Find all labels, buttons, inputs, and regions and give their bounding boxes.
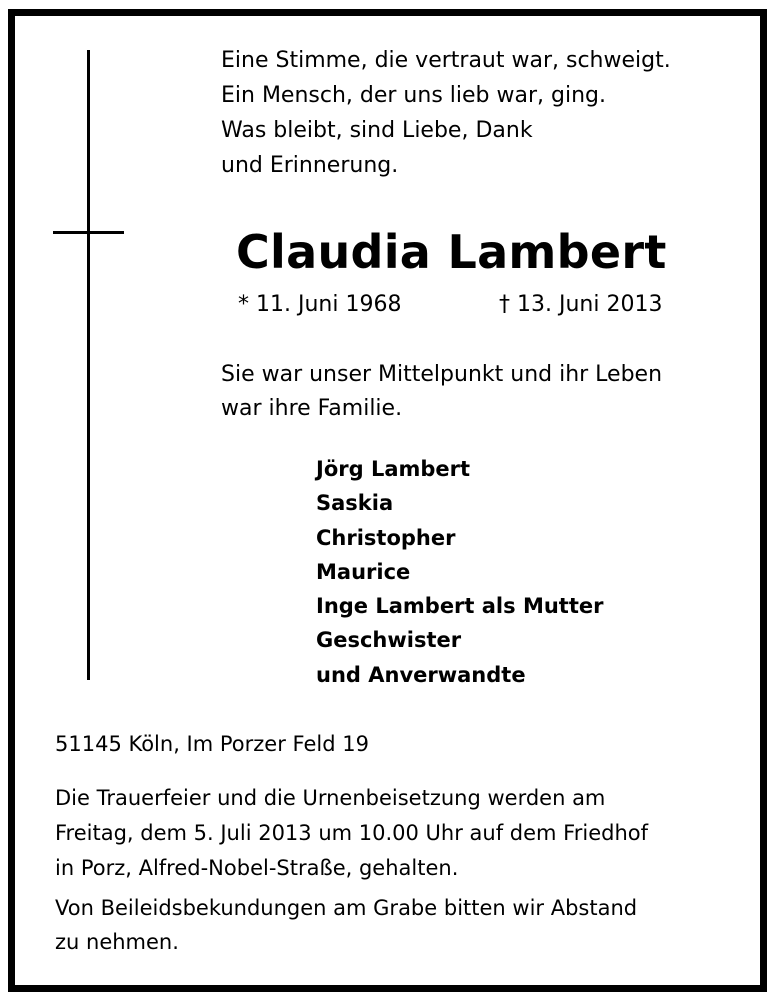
verse-line: Eine Stimme, die vertraut war, schweigt. <box>221 48 671 73</box>
tribute-line: war ihre Familie. <box>221 396 403 421</box>
funeral-line: Freitag, dem 5. Juli 2013 um 10.00 Uhr auf dem Friedhof <box>55 821 648 845</box>
mourner-name: Inge Lambert als Mutter <box>316 594 604 619</box>
mourner-name: Maurice <box>316 559 411 584</box>
memorial-verse <box>221 43 671 183</box>
mourners-list <box>316 452 603 692</box>
tribute-line: Sie war unser Mittelpunkt und ihr Leben <box>221 362 663 387</box>
mourner-name: und Anverwandte <box>316 662 526 687</box>
verse-line: Ein Mensch, der uns lieb war, ging. <box>221 83 606 108</box>
verse-line: Was bleibt, sind Liebe, Dank <box>221 118 533 143</box>
mourner-name: Christopher <box>316 525 456 550</box>
death-date: † 13. Juni 2013 <box>499 292 663 317</box>
funeral-line: Die Trauerfeier und die Urnenbeisetzung werden am <box>55 786 606 810</box>
cross-icon <box>87 50 90 680</box>
tribute-text <box>221 358 662 426</box>
family-address: 51145 Köln, Im Porzer Feld 19 <box>55 732 369 756</box>
cross-icon-bar <box>53 231 124 234</box>
mourner-name: Geschwister <box>316 628 462 653</box>
verse-line: und Erinnerung. <box>221 153 399 178</box>
condolence-request <box>55 891 637 959</box>
funeral-line: in Porz, Alfred-Nobel-Straße, gehalten. <box>55 856 459 880</box>
mourner-name: Saskia <box>316 491 394 516</box>
deceased-name: Claudia Lambert <box>236 225 667 279</box>
mourner-name: Jörg Lambert <box>316 457 471 481</box>
condolence-line: zu nehmen. <box>55 930 179 954</box>
funeral-notice <box>55 781 648 886</box>
condolence-line: Von Beileidsbekundungen am Grabe bitten wir Abstand <box>55 896 638 920</box>
birth-date: * 11. Juni 1968 <box>238 292 402 317</box>
